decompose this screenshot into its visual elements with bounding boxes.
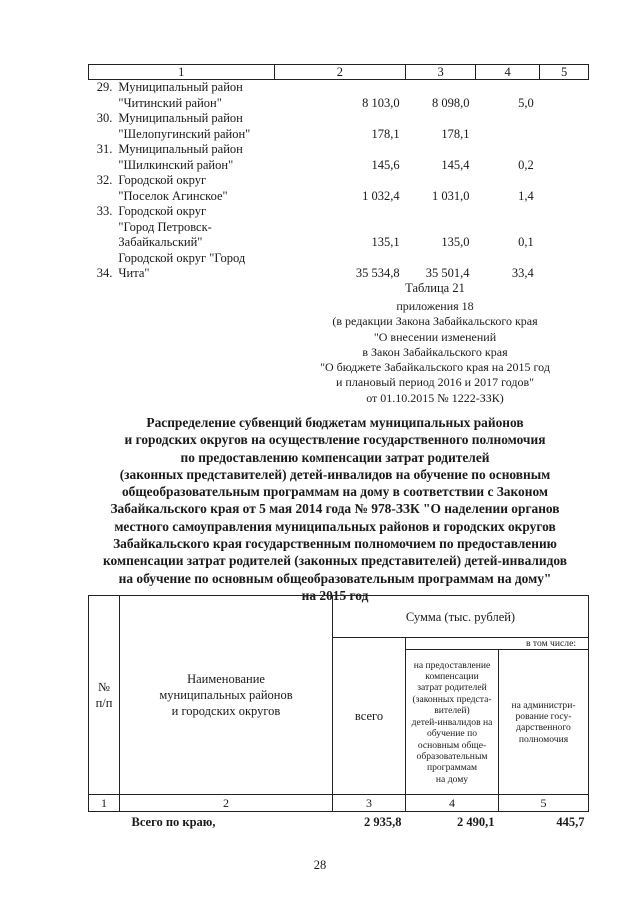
index-cell: 1 [89,795,120,812]
district-row-cont [89,220,589,251]
district-name-cont: "Город Петровск-Забайкальский" [118,219,212,249]
index-cell: 2 [120,795,333,812]
total-row [89,812,589,833]
administration-column-header [499,650,589,795]
col-header-5: 5 [540,65,589,80]
index-cell: 3 [333,795,406,812]
reference-line: от 01.10.2015 № 1222-ЗЗК) [366,390,504,405]
title-line: Забайкальского края от 5 мая 2014 года № 978-ЗЗК "О наделении органов [110,501,560,517]
title-line: на 2015 год [301,587,369,603]
total-value: 145,6 [371,157,400,172]
title-line: Забайкальского края государственным полномочием по предоставлению [113,536,557,552]
title-line: и городских округов на осуществление государственного полномочия [124,432,546,448]
compensation-value: 35 501,4 [425,266,470,280]
total-administration: 445,7 [556,814,585,829]
administration-value [475,127,539,143]
district-name-cont: "Шелопугинский район" [118,126,251,141]
district-row-cont [89,127,589,143]
district-row-cont [89,189,589,205]
index-cell: 4 [406,795,499,812]
total-label: Всего по краю, [131,814,216,829]
total-value: 35 534,8 [355,266,400,280]
title-line: общеобразовательным программам на дому в соответствии с Законом [121,484,549,500]
compensation-value: 135,0 [441,235,470,249]
col-header-3: 3 [406,65,476,80]
district-name: Муниципальный район [118,80,243,94]
title-line: по предоставлению компенсации затрат родителей [180,449,490,465]
district-name: Городской округ "Город Чита" [118,250,246,280]
table-number: Таблица 21 [405,281,465,295]
col-header-1: 1 [89,65,275,80]
row-number: 29. [96,80,113,94]
header-line: полномочия [518,733,569,745]
continuation-header-row [89,65,589,80]
number-header-line: п/п [95,696,113,711]
district-row [89,204,589,220]
district-name: Городской округ [118,204,207,218]
header-line: программам [426,762,478,774]
title-line: компенсации затрат родителей (законных представителей) детей-инвалидов [103,553,567,569]
total-value: 1 032,4 [362,188,400,203]
header-line: на предоставление [413,659,491,671]
continuation-table [88,64,589,282]
district-row [89,251,589,282]
compensation-value: 8 098,0 [431,95,470,110]
district-name-cont: "Шилкинский район" [118,157,234,172]
number-header-line: № [98,680,110,695]
title-line: Распределение субвенций бюджетам муниципальных районов [146,415,524,430]
including-header: в том числе: [406,638,589,650]
district-row [89,142,589,158]
district-name-cont: "Читинский район" [118,95,222,110]
page-number: 28 [313,858,327,872]
header-line: обучение по [426,728,478,740]
subvention-table [88,595,589,832]
header-line: затрат родителей [417,682,487,694]
sum-header: Сумма (тыс. рублей) [333,596,589,638]
administration-value: 0,2 [518,157,534,172]
district-name: Муниципальный район [118,142,243,156]
name-header-line: муниципальных районов [159,688,293,703]
reference-line: "О внесении изменений [373,329,497,344]
row-number: 30. [96,111,113,125]
header-line: вителей) [434,705,470,717]
total-value: 178,1 [371,126,400,141]
compensation-value: 178,1 [441,126,470,141]
header-line: дарственного [516,722,571,734]
name-header-line: Наименование [187,672,265,687]
header-line: на администри- [511,699,576,711]
reference-line: (в редакции Закона Забайкальского края [332,314,538,329]
row-number: 34. [96,266,113,280]
number-column-header [89,596,120,795]
administration-value: 1,4 [518,188,534,203]
reference-line: "О бюджете Забайкальского края на 2015 год [320,360,550,375]
column-index-row [89,795,589,812]
district-row [89,111,589,127]
total-column-header: всего [333,638,406,795]
title-line: местного самоуправления муниципальных районов и городских округов [114,518,556,534]
reference-line: и плановый период 2016 и 2017 годов" [335,375,535,390]
header-line: детей-инвалидов на [411,716,493,728]
name-header-line: и городских округов [171,704,281,719]
reference-line: приложения 18 [396,299,474,313]
total-value: 135,1 [371,235,400,249]
district-row [89,80,589,96]
title-line: (законных представителей) детей-инвалидов на обучение по основным [119,466,551,482]
district-name: Муниципальный район [118,111,243,125]
header-line: на дому [435,773,469,785]
district-row-cont [89,158,589,174]
header-line: (законных предста- [412,693,492,705]
administration-value: 0,1 [518,235,534,249]
header-line: рование госу- [515,711,572,722]
administration-value: 33,4 [511,266,534,280]
compensation-column-header [406,650,499,795]
total-value: 8 103,0 [362,95,400,110]
header-line: основным обще- [417,739,487,751]
administration-value: 5,0 [518,95,534,110]
col-header-2: 2 [274,65,406,80]
reference-line: в Закон Забайкальского края [362,344,508,359]
row-number: 31. [96,142,113,156]
header-line: образовательным [416,750,488,762]
district-name: Городской округ [118,173,207,187]
name-column-header [120,596,333,795]
title-line: на обучение по основным общеобразовательным программам на дому" [118,570,552,586]
appendix-reference [300,280,570,406]
distribution-title [95,414,575,604]
compensation-value: 145,4 [441,157,470,172]
total-sum: 2 935,8 [364,814,402,829]
index-cell: 5 [499,795,589,812]
row-number: 32. [96,173,113,187]
header-line: компенсации [425,671,479,683]
total-compensation: 2 490,1 [457,814,495,829]
district-name-cont: "Поселок Агинское" [118,188,228,203]
row-number: 33. [96,204,113,218]
district-row [89,173,589,189]
compensation-value: 1 031,0 [431,188,470,203]
col-header-4: 4 [475,65,539,80]
district-row-cont [89,96,589,112]
